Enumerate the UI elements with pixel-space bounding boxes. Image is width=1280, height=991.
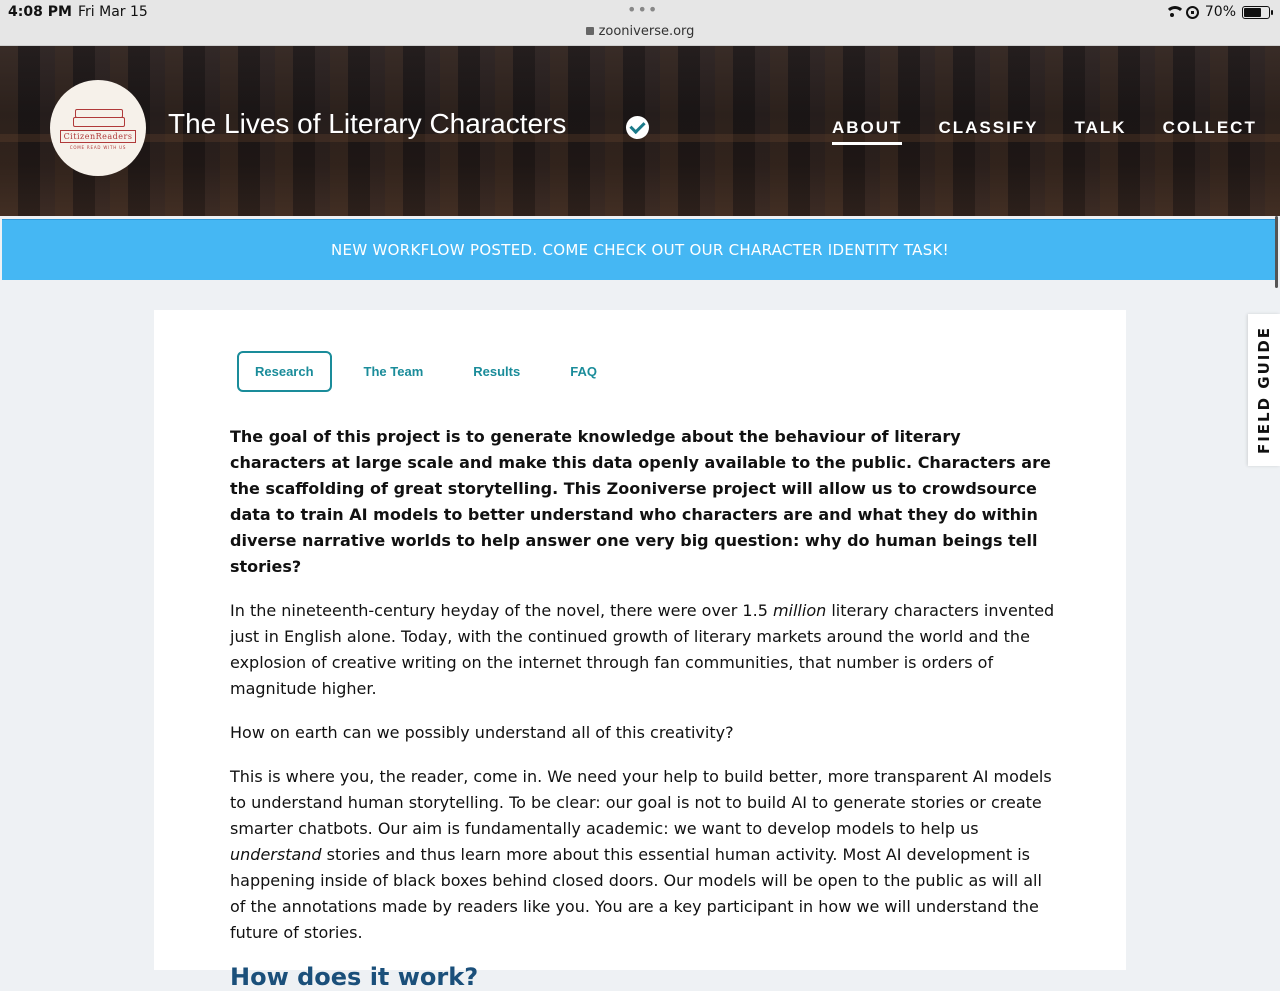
tab-faq[interactable]: FAQ — [570, 364, 597, 379]
url-text: zooniverse.org — [598, 24, 695, 39]
rotation-lock-icon — [1186, 6, 1199, 19]
battery-percent: 70% — [1204, 4, 1236, 20]
tab-research[interactable]: Research — [237, 351, 332, 392]
nav-about[interactable]: ABOUT — [832, 118, 902, 145]
p3-emphasis: understand — [230, 845, 322, 864]
p1-text-a: In the nineteenth-century heyday of the novel, there were over 1.5 — [230, 601, 773, 620]
project-nav — [832, 118, 1257, 145]
status-date: Fri Mar 15 — [78, 4, 148, 20]
project-avatar[interactable] — [50, 80, 146, 176]
banner-text: NEW WORKFLOW POSTED. COME CHECK OUT OUR CHARACTER IDENTITY TASK! — [331, 241, 949, 259]
lead-paragraph: The goal of this project is to generate knowledge about the behaviour of literary characters at large scale and make this data openly available to the public. Characters are the scaffolding of great storytelling. This Zooniverse project will allow us to crowdsource data to train AI models to better understand who characters are and what they do within diverse narrative worlds to help answer one very big question: why do human beings tell stories? — [230, 427, 1051, 576]
address-bar[interactable] — [0, 24, 1280, 39]
status-indicators — [1164, 4, 1270, 20]
books-icon — [73, 107, 123, 127]
field-guide-tab[interactable] — [1248, 314, 1280, 466]
research-text — [230, 424, 1056, 990]
p3-text-b: stories and thus learn more about this essential human activity. Most AI development is happening inside of black boxes behind closed doors. Our models will be open to the public as will all of the annotations made by readers like you. You are a key participant in how we will understand the future of stories. — [230, 845, 1042, 942]
field-guide-label: FIELD GUIDE — [1255, 325, 1274, 455]
tab-results[interactable]: Results — [473, 364, 521, 379]
verified-check-icon — [626, 116, 649, 139]
section-heading: How does it work? — [230, 963, 479, 991]
lock-icon — [586, 27, 594, 35]
status-time: 4:08 PM — [8, 4, 72, 20]
project-header — [0, 46, 1280, 216]
logo-subtext: COME READ WITH US — [69, 144, 127, 150]
more-dots-icon[interactable]: ••• — [627, 0, 659, 19]
paragraph-2: How on earth can we possibly understand all of this creativity? — [230, 723, 734, 742]
announcement-banner[interactable] — [2, 219, 1278, 280]
ios-status-bar — [0, 0, 1280, 46]
about-content-card — [154, 310, 1126, 991]
tab-the-team[interactable]: The Team — [363, 364, 424, 379]
nav-classify[interactable]: CLASSIFY — [938, 118, 1039, 137]
project-title[interactable]: The Lives of Literary Characters — [168, 108, 567, 139]
p1-emphasis: million — [772, 601, 827, 620]
wifi-icon — [1164, 6, 1180, 18]
nav-talk[interactable]: TALK — [1074, 118, 1127, 137]
about-tabs — [237, 351, 629, 392]
battery-icon — [1242, 6, 1270, 19]
scrollbar[interactable] — [1275, 216, 1278, 288]
paragraph-3 — [230, 764, 1056, 946]
p1-text-b: literary characters invented just in English alone. Today, with the continued growth of literary markets around the world and the explosion of creative writing on the internet through fan communities, that number is orders of magnitude higher. — [230, 601, 1055, 698]
logo-text: CitizenReaders — [60, 130, 137, 143]
paragraph-1 — [230, 598, 1056, 702]
nav-collect[interactable]: COLLECT — [1162, 118, 1257, 137]
p3-text-a: This is where you, the reader, come in. We need your help to build better, more transparent AI models to understand human storytelling. To be clear: our goal is not to build AI to generate stories or create smarter chatbots. Our aim is fundamentally academic: we want to develop models to help us — [230, 767, 1052, 838]
